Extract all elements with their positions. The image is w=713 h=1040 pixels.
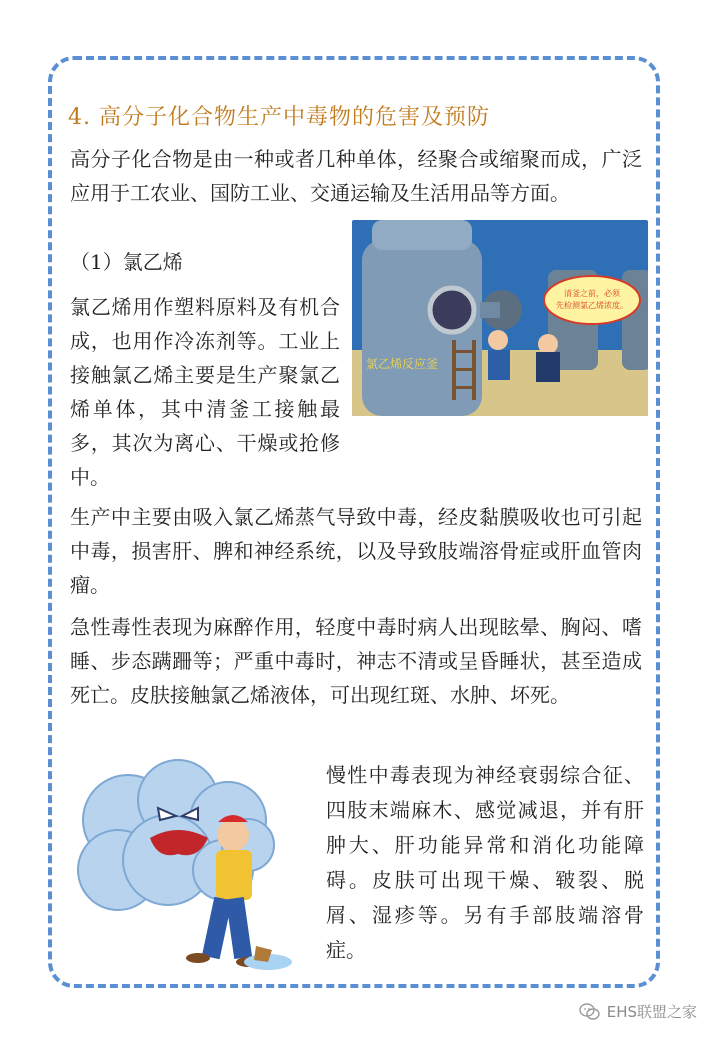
reactor-illustration: [352, 220, 648, 416]
chronic-paragraph: 慢性中毒表现为神经衰弱综合征、四肢末端麻木、感觉减退，并有肝肿大、肝功能异常和消化功能障碍。皮肤可出现干燥、皲裂、脱屑、湿疹等。另有手部肢端溶骨症。: [326, 763, 644, 962]
footer-watermark: [579, 1001, 697, 1022]
usage-paragraph: 氯乙烯用作塑料原料及有机合成，也用作冷冻剂等。工业上接触氯乙烯主要是生产聚氯乙烯单体，其中清釜工接触最多，其次为离心、干燥或抢修中。: [70, 295, 340, 489]
footer-brand: EHS联盟之家: [606, 1003, 697, 1021]
poison-gas-illustration: [58, 750, 318, 980]
section-title: 4. 高分子化合物生产中毒物的危害及预防: [68, 105, 490, 130]
tank-label: 氯乙烯反应釜: [366, 357, 439, 371]
wechat-icon: [579, 1003, 601, 1021]
speech-bubble-text-1: 清釜之前，必须: [564, 289, 620, 298]
intro-paragraph: 高分子化合物是由一种或者几种单体，经聚合或缩聚而成，广泛应用于工农业、国防工业、交通运输及生活用品等方面。: [70, 147, 642, 205]
acute-paragraph: 急性毒性表现为麻醉作用，轻度中毒时病人出现眩晕、胸闷、嗜睡、步态蹒跚等；严重中毒时，神志不清或呈昏睡状，甚至造成死亡。皮肤接触氯乙烯液体，可出现红斑、水肿、坏死。: [70, 615, 642, 707]
subheading: （1）氯乙烯: [70, 250, 183, 274]
route-paragraph: 生产中主要由吸入氯乙烯蒸气导致中毒，经皮黏膜吸收也可引起中毒，损害肝、脾和神经系统，以及导致肢端溶骨症或肝血管肉瘤。: [70, 505, 642, 597]
speech-bubble-text-2: 先检测氯乙烯浓度。: [556, 301, 628, 310]
